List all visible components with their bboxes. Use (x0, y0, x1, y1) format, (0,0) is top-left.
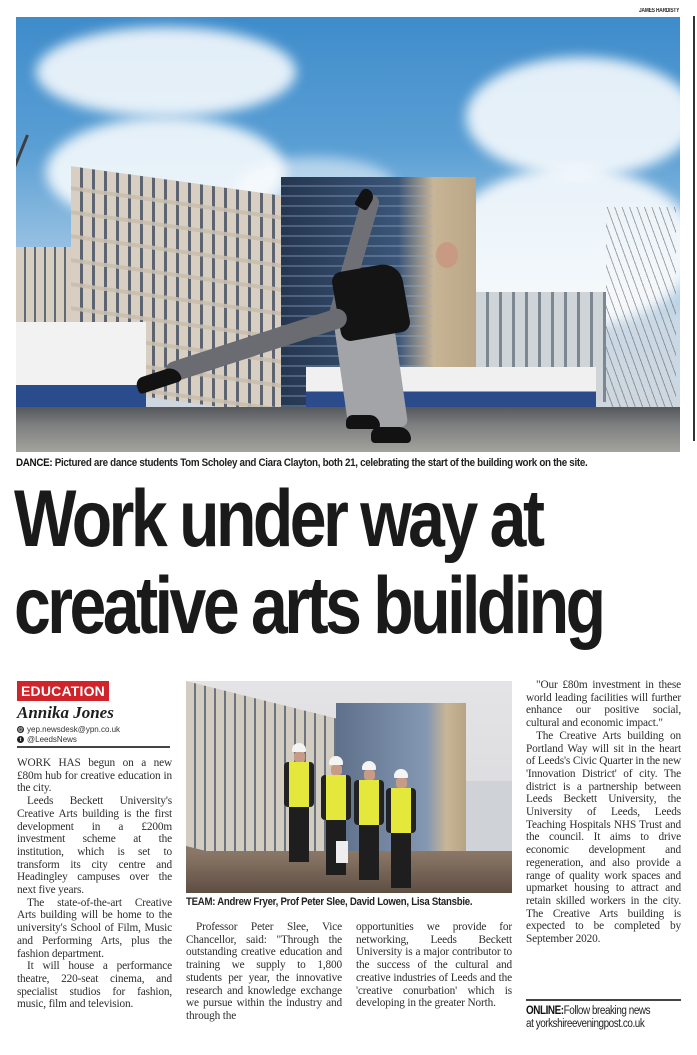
shoe (371, 427, 411, 443)
person (354, 761, 384, 880)
twitter-icon: t (17, 736, 24, 743)
cloud (36, 27, 296, 117)
online-url[interactable]: at yorkshireeveningpost.co.uk (526, 1018, 645, 1030)
caption-text: Andrew Fryer, Prof Peter Slee, David Lowen, Lisa Stansbie. (215, 896, 473, 908)
caption-text: Pictured are dance students Tom Scholey and Ciara Clayton, both 21, celebrating the start of the building work on the site. (52, 457, 588, 469)
author-email[interactable] (17, 725, 120, 734)
email-text: yep.newsdesk@ypn.co.uk (27, 725, 121, 734)
dancer (330, 261, 411, 342)
online-lead: ONLINE: (526, 1005, 564, 1017)
headline-line-2: creative arts building (14, 560, 603, 651)
headline (14, 473, 603, 651)
team-photo-caption (186, 896, 472, 908)
online-promo[interactable] (526, 1005, 650, 1031)
person (284, 743, 314, 862)
online-text: Follow breaking news (563, 1005, 651, 1017)
cloud (466, 57, 680, 177)
twitter-text: @LeedsNews (27, 735, 77, 744)
article-column-3 (356, 921, 512, 1010)
street-lamp (16, 134, 29, 237)
paragraph: Professor Peter Slee, Vice Chancellor, said: "Through the outstanding creative education and training we supply to 1,800 students per year, the innovative research and knowledge exchange we pursue within the industry and through the (186, 921, 342, 1022)
paragraph: The state-of-the-art Creative Arts building will be home to the university's School of Film, Music and Performing Arts, plus the fashion department. (17, 896, 172, 960)
article-column-1 (17, 757, 172, 1011)
author-twitter[interactable] (17, 735, 77, 744)
photo-credit: JAMES HARDISTY (638, 8, 679, 14)
main-photo-caption (16, 457, 587, 469)
paragraph: "Our £80m investment in these world leading facilities will further enhance our positive social, cultural and economic impact." (526, 679, 681, 730)
team-photo (186, 681, 512, 893)
person (386, 769, 416, 888)
paragraph: Leeds Beckett University's Creative Arts building is the first development in a £200m investment scheme at the institution, which is set to transform its city centre and Headingley campuses over the next five years. (17, 795, 172, 897)
paragraph: opportunities we provide for networking, Leeds Beckett University is a major contributor to the success of the cultural and creative industries of Leeds and the 'creative conurbation' which is developing in the greater North. (356, 921, 512, 1010)
building (466, 781, 512, 851)
email-icon: @ (18, 726, 23, 733)
byline-rule (17, 746, 170, 748)
site-hoarding (16, 322, 146, 412)
headline-line-1: Work under way at (14, 473, 542, 564)
paragraph: The Creative Arts building on Portland Way will sit in the heart of Leeds's Civic Quarter in the new 'Innovation District' of city. The district is a partnership between Leeds Beckett University, the University of Leeds, Leeds Teaching Hospitals NHS Trust and the council. It aims to drive economic development and regeneration, and also provide a range of quality work spaces and upmarket housing to attract and retain skilled workers in the city. The Creative Arts building is expected to be completed by September 2020. (526, 729, 681, 946)
spade (336, 841, 348, 863)
dancer (436, 242, 458, 268)
author-name: Annika Jones (17, 703, 114, 722)
section-kicker: EDUCATION (17, 681, 109, 701)
tree (606, 207, 676, 407)
caption-lead: TEAM: (186, 896, 216, 908)
online-rule (526, 999, 681, 1001)
caption-lead: DANCE: (16, 457, 53, 469)
column-divider (693, 16, 695, 441)
paragraph: It will house a performance theatre, 220-seat cinema, and specialist studios for fashion, music, film and television. (17, 960, 172, 1011)
paragraph: WORK HAS begun on a new £80m hub for creative education in the city. (17, 757, 172, 795)
main-photo (16, 17, 680, 452)
article-column-4 (526, 679, 681, 946)
article-column-2 (186, 921, 342, 1023)
